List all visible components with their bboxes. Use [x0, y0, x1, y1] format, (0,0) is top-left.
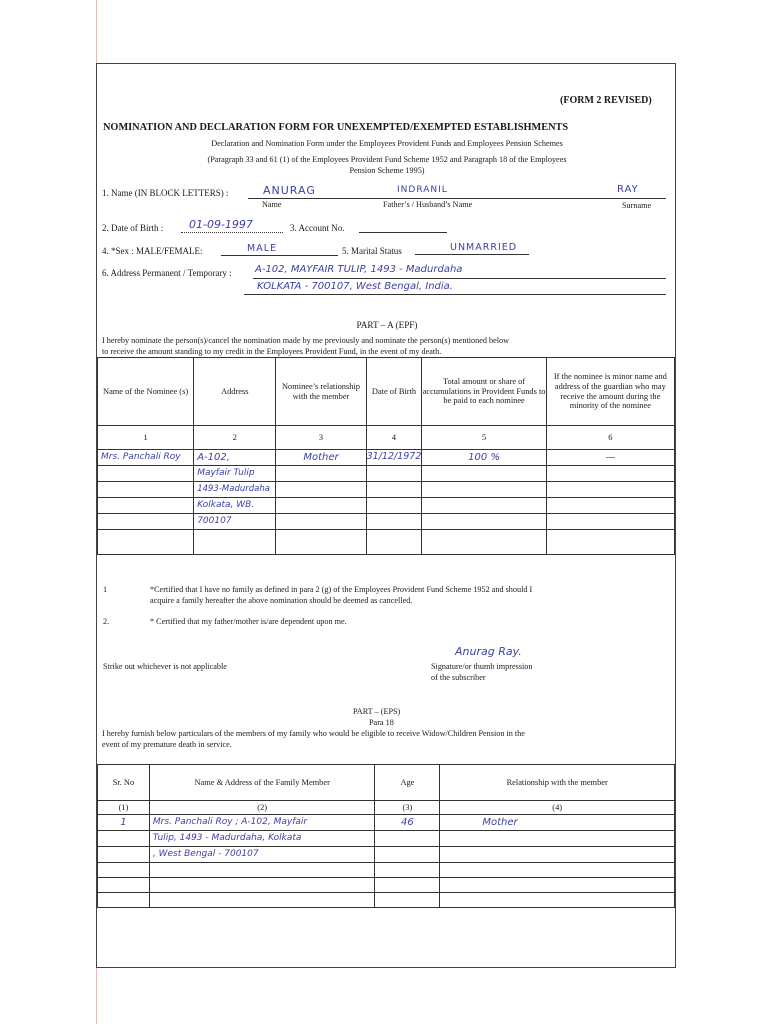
header-member-relationship: Relationship with the member [440, 765, 675, 801]
nominee-share: 100 % [422, 450, 546, 466]
nominee-guardian: — [546, 450, 674, 466]
nominee-address-4: Kolkata, WB. [194, 498, 276, 514]
father-name-value: INDRANIL [397, 185, 448, 195]
family-table [97, 764, 675, 908]
header-age: Age [375, 765, 440, 801]
family-relationship: Mother [440, 815, 675, 831]
form-title: NOMINATION AND DECLARATION FORM FOR UNEXEMPTED/EXEMPTED ESTABLISHMENTS [103, 122, 569, 133]
header-sr-no: Sr. No [98, 765, 150, 801]
col-number: 5 [422, 426, 546, 450]
part-a-intro-2: to receive the amount standing to my credit in the Employees Provident Fund, in the event of my death. [102, 347, 442, 356]
name-value: ANURAG [263, 184, 316, 197]
col-number: (1) [98, 801, 150, 815]
nominee-address-2: Mayfair Tulip [194, 466, 276, 482]
table-row [98, 498, 675, 514]
family-name-3: , West Bengal - 700107 [149, 847, 375, 863]
nominee-table [97, 357, 675, 555]
header-relationship: Nominee’s relationship with the member [276, 358, 366, 426]
account-label: 3. Account No. [290, 223, 345, 233]
nominee-address-5: 700107 [194, 514, 276, 530]
family-age: 46 [375, 815, 440, 831]
form-subtitle-1: Declaration and Nomination Form under the Employees Provident Funds and Employees Pension Schemes [211, 139, 563, 148]
header-nominee-name: Name of the Nominee (s) [98, 358, 194, 426]
marital-value: UNMARRIED [450, 242, 518, 253]
part-b-intro-1: I hereby furnish below particulars of the members of my family who would be eligible to receive Widow/Children Pension in the [102, 729, 525, 738]
nominee-address-1: A-102, [194, 450, 276, 466]
form-label: (FORM 2 REVISED) [560, 95, 652, 106]
col-number: (2) [149, 801, 375, 815]
dob-label: 2. Date of Birth : [102, 223, 164, 233]
part-b-para: Para 18 [369, 718, 394, 727]
cert-1-line-1: *Certified that I have no family as defined in para 2 (g) of the Employees Provident Fund Scheme 1952 and should I [150, 585, 533, 594]
part-b-intro-2: event of my premature death in service. [102, 740, 232, 749]
dob-value: 01-09-1997 [189, 218, 253, 231]
family-header-row [98, 765, 675, 801]
address-line-1: A-102, MAYFAIR TULIP, 1493 - Madurdaha [255, 264, 463, 275]
table-row [98, 831, 675, 847]
cert-1-number: 1 [103, 585, 108, 594]
header-guardian: If the nominee is minor name and address of the guardian who may receive the amount during the minority of the nominee [546, 358, 674, 426]
name-caption: Name [262, 200, 282, 209]
table-row [98, 847, 675, 863]
sex-label: 4. *Sex : MALE/FEMALE: [102, 246, 203, 256]
father-name-caption: Father’s / Husband’s Name [383, 200, 473, 209]
surname-caption: Surname [622, 201, 652, 210]
family-number-row [98, 801, 675, 815]
nominee-dob: 31/12/1972 [366, 450, 422, 466]
part-a-intro-1: I hereby nominate the person(s)/cancel the nomination made by me previously and nominate the person(s) mentioned below [102, 336, 509, 345]
table-row [98, 482, 675, 498]
subscriber-signature: Anurag Ray. [455, 645, 522, 658]
form-subtitle-3: Pension Scheme 1995) [349, 166, 425, 175]
table-row [98, 815, 675, 831]
address-label: 6. Address Permanent / Temporary : [102, 268, 232, 278]
col-number: (4) [440, 801, 675, 815]
nominee-header-row [98, 358, 675, 426]
family-name-1: Mrs. Panchali Roy ; A-102, Mayfair [149, 815, 375, 831]
address-line-2: KOLKATA - 700107, West Bengal, India. [257, 281, 453, 292]
cert-1-line-2: acquire a family hereafter the above nomination should be deemed as cancelled. [150, 596, 413, 605]
cert-2-number: 2. [103, 617, 110, 626]
col-number: 4 [366, 426, 422, 450]
header-share: Total amount or share of accumulations in Provident Funds to be paid to each nominee [422, 358, 546, 426]
table-row [98, 530, 675, 555]
header-address: Address [194, 358, 276, 426]
table-row [98, 893, 675, 908]
family-name-2: Tulip, 1493 - Madurdaha, Kolkata [149, 831, 375, 847]
col-number: 1 [98, 426, 194, 450]
table-row [98, 450, 675, 466]
strike-note: Strike out whichever is not applicable [103, 662, 227, 671]
sex-value: MALE [247, 243, 277, 254]
nominee-number-row [98, 426, 675, 450]
nominee-relationship: Mother [276, 450, 366, 466]
cert-2-text: * Certified that my father/mother is/are dependent upon me. [150, 617, 347, 626]
col-number: 6 [546, 426, 674, 450]
table-row [98, 878, 675, 893]
account-field [359, 232, 447, 233]
signature-caption-1: Signature/or thumb impression [431, 662, 533, 671]
part-a-heading: PART – A (EPF) [356, 320, 418, 330]
family-sr-no: 1 [98, 815, 150, 831]
table-row [98, 466, 675, 482]
marital-label: 5. Marital Status [342, 246, 402, 256]
nominee-name: Mrs. Panchali Roy [98, 450, 194, 466]
table-row [98, 863, 675, 878]
signature-caption-2: of the subscriber [431, 673, 486, 682]
nominee-address-3: 1493-Madurdaha [194, 482, 276, 498]
name-label: 1. Name (IN BLOCK LETTERS) : [102, 188, 229, 198]
table-row [98, 514, 675, 530]
col-number: 3 [276, 426, 366, 450]
part-b-heading: PART – (EPS) [353, 707, 401, 716]
col-number: (3) [375, 801, 440, 815]
col-number: 2 [194, 426, 276, 450]
surname-value: RAY [617, 184, 639, 195]
header-dob: Date of Birth [366, 358, 422, 426]
form-subtitle-2: (Paragraph 33 and 61 (1) of the Employees Provident Fund Scheme 1952 and Paragraph 18 of the Employees [207, 155, 567, 164]
form-page [96, 63, 676, 968]
header-family-member: Name & Address of the Family Member [149, 765, 375, 801]
